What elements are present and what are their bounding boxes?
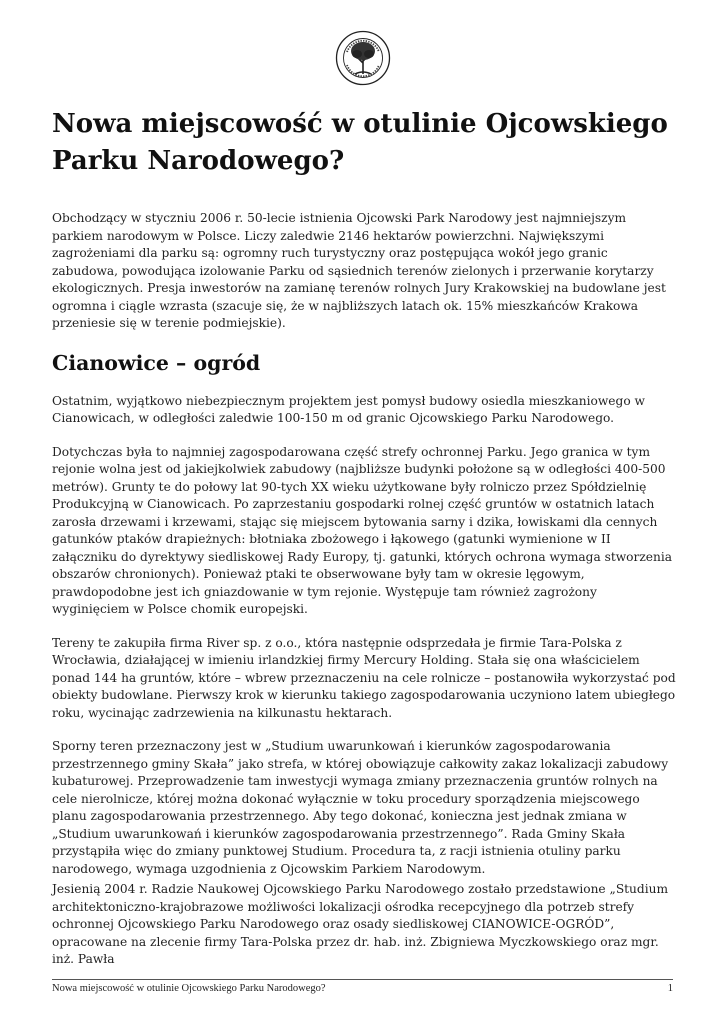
body-paragraph: Dotychczas była to najmniej zagospodarowana część strefy ochronnej Parku. Jego granica w tym rejonie wolna jest od jakiejkolwiek zabudowy (najbliższe budynki położone są w odległości 400-500 metrów). Grunty te do połowy lat 90-tych XX wieku użytkowane były rolniczo przez Spółdzielnię Produkcyjną w Cianowicach. Po zaprzestaniu gospodarki rolnej część gruntów w ostatnich latach zarosła drzewami i krzewami, stając się miejscem bytowania sarny i dzika, łowiskami dla cennych gatunków ptaków drapieżnych: błotniaka zbożowego i łąkowego (gatunki wymienione w II załączniku do dyrektywy siedliskowej Rady Europy, tj. gatunki, których ochrona wymaga stworzenia obszarów chronionych). Ponieważ ptaki te obserwowane były tam w okresie lęgowym, prawdopodobne jest ich gniazdowanie w tym rejonie. Występuje tam również zagrożony wyginięciem w Polsce chomik europejski. xyxy=(52,444,672,616)
footer-title: Nowa miejscowość w otulinie Ojcowskiego Parku Narodowego? xyxy=(52,983,326,994)
article xyxy=(52,106,676,985)
body-paragraph: Ostatnim, wyjątkowo niebezpiecznym projektem jest pomysł budowy osiedla mieszkaniowego w Cianowicach, w odległości zaledwie 100-150 m od granic Ojcowskiego Parku Narodowego. xyxy=(52,393,645,425)
page-number: 1 xyxy=(667,983,673,994)
body-paragraph: Sporny teren przeznaczony jest w „Studium uwarunkowań i kierunków zagospodarowania przestrzennego gminy Skała” jako strefa, w której obowiązuje całkowity zakaz lokalizacji zabudowy kubaturowej. Przeprowadzenie tam inwestycji wymaga zmiany przeznaczenia gruntów rolnych na cele nierolnicze, której można dokonać wyłącznie w toku procedury sporządzenia miejscowego planu zagospodarowania przestrzennego. Aby tego dokonać, konieczna jest jednak zmiana w „Studium uwarunkowań i kierunków zagospodarowania przestrzennego”. Rada Gminy Skała przystąpiła więc do zmiany punktowej Studium. Procedura ta, z racji istnienia otuliny parku narodowego, wymaga uzgodnienia z Ojcowskim Parkiem Narodowym. xyxy=(52,739,669,876)
intro-paragraph: Obchodzący w styczniu 2006 r. 50-lecie istnienia Ojcowski Park Narodowy jest najmniejszym parkiem narodowym w Polsce. Liczy zaledwie 2146 hektarów powierzchni. Największymi zagrożeniami dla parku są: ogromny ruch turystyczny oraz postępująca wokół jego granic zabudowa, powodująca izolowanie Parku od sąsiednich terenów zielonych i przerwanie korytarzy ekologicznych. Presja inwestorów na zamianę terenów rolnych Jury Krakowskiej na budowlane jest ogromna i ciągle wzrasta (szacuje się, że w najbliższych latach ok. 15% mieszkańców Krakowa przeniesie się w terenie podmiejskie). xyxy=(52,211,666,330)
article-title: Nowa miejscowość w otulinie Ojcowskiego Parku Narodowego? xyxy=(52,109,668,176)
body-paragraph: Jesienią 2004 r. Radzie Naukowej Ojcowskiego Parku Narodowego zostało przedstawione „Studium architektoniczno-krajobrazowe możliwości lokalizacji ośrodka recepcyjnego dla potrzeb strefy ochronnej Ojcowskiego Parku Narodowego oraz osady siedliskowej CIANOWICE-OGRÓD”, opracowane na zlecenie firmy Tara-Polska przez dr. hab. inż. Zbigniewa Myczkowskiego oraz mgr. inż. Pawła xyxy=(52,882,669,966)
body-paragraph: Tereny te zakupiła firma River sp. z o.o., która następnie odsprzedała je firmie Tara-Polska z Wrocławia, działającej w imieniu irlandzkiej firmy Mercury Holding. Stała się ona właścicielem ponad 144 ha gruntów, które – wbrew przeznaczeniu na cele rolnicze – postanowiła wykorzystać pod obiekty budowlane. Pierwszy krok w kierunku takiego zagospodarowania uczyniono latem ubiegłego roku, wycinając zadrzewienia na kilkunastu hektarach. xyxy=(52,635,676,720)
tree-seal-icon xyxy=(335,30,391,86)
page-footer xyxy=(52,979,673,994)
section-heading: Cianowice – ogród xyxy=(52,350,261,375)
